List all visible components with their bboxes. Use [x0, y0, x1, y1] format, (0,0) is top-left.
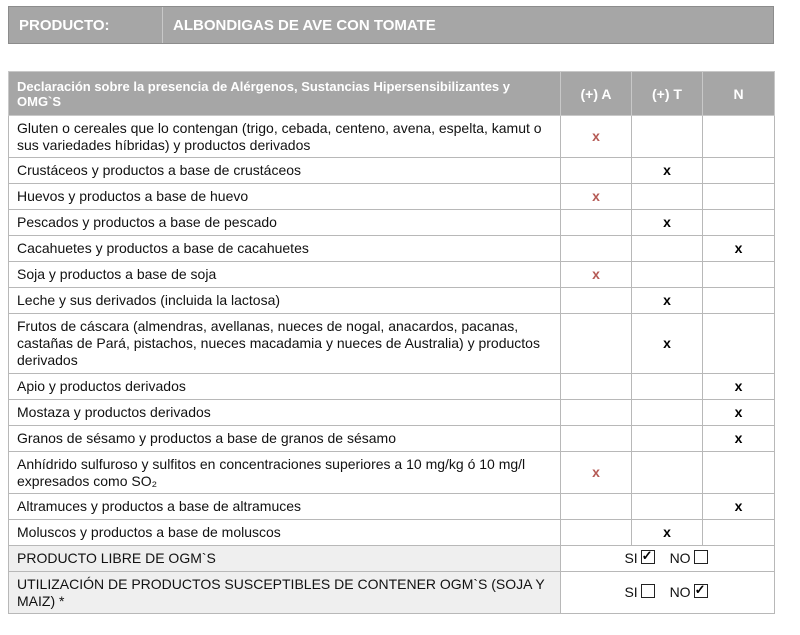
mark-n	[703, 520, 775, 546]
mark-t	[632, 262, 703, 288]
table-header-row	[9, 72, 775, 116]
no-checkbox[interactable]	[694, 584, 708, 598]
mark-t: x	[632, 210, 703, 236]
table-row	[9, 236, 775, 262]
table-row	[9, 452, 775, 494]
allergen-name: Crustáceos y productos a base de crustáceos	[9, 158, 561, 184]
allergen-name: Anhídrido sulfuroso y sulfitos en concentraciones superiores a 10 mg/kg ó 10 mg/l expresados como SO₂	[9, 452, 561, 494]
allergen-name: Granos de sésamo y productos a base de granos de sésamo	[9, 426, 561, 452]
mark-n: x	[703, 494, 775, 520]
mark-a	[561, 288, 632, 314]
column-header-a: (+) A	[561, 72, 632, 116]
mark-a	[561, 374, 632, 400]
table-row	[9, 210, 775, 236]
allergen-name: Leche y sus derivados (incluida la lactosa)	[9, 288, 561, 314]
allergen-name: Moluscos y productos a base de moluscos	[9, 520, 561, 546]
mark-t	[632, 452, 703, 494]
ogm-question: UTILIZACIÓN DE PRODUCTOS SUSCEPTIBLES DE CONTENER OGM`S (SOJA Y MAIZ) *	[9, 572, 561, 614]
table-row	[9, 520, 775, 546]
si-checkbox[interactable]	[641, 584, 655, 598]
table-row	[9, 288, 775, 314]
mark-a	[561, 158, 632, 184]
mark-t	[632, 236, 703, 262]
allergen-name: Huevos y productos a base de huevo	[9, 184, 561, 210]
mark-n	[703, 314, 775, 374]
allergen-name: Altramuces y productos a base de altramuces	[9, 494, 561, 520]
mark-a	[561, 520, 632, 546]
no-checkbox[interactable]	[694, 550, 708, 564]
product-label: PRODUCTO:	[9, 7, 163, 43]
mark-t: x	[632, 520, 703, 546]
mark-t: x	[632, 288, 703, 314]
mark-t: x	[632, 314, 703, 374]
mark-n	[703, 262, 775, 288]
allergen-table	[8, 71, 775, 614]
mark-t: x	[632, 158, 703, 184]
allergen-name: Pescados y productos a base de pescado	[9, 210, 561, 236]
mark-t	[632, 426, 703, 452]
table-row	[9, 400, 775, 426]
mark-a: x	[561, 184, 632, 210]
ogm-row	[9, 572, 775, 614]
mark-t	[632, 400, 703, 426]
column-header-t: (+) T	[632, 72, 703, 116]
product-name: ALBONDIGAS DE AVE CON TOMATE	[173, 16, 436, 34]
ogm-question: PRODUCTO LIBRE DE OGM`S	[9, 546, 561, 572]
mark-n	[703, 116, 775, 158]
mark-a: x	[561, 452, 632, 494]
mark-a	[561, 314, 632, 374]
mark-n	[703, 288, 775, 314]
product-header	[8, 6, 774, 44]
allergen-name: Mostaza y productos derivados	[9, 400, 561, 426]
table-header-title: Declaración sobre la presencia de Alérgenos, Sustancias Hipersensibilizantes y OMG`S	[9, 72, 561, 116]
table-row	[9, 426, 775, 452]
mark-n	[703, 158, 775, 184]
si-checkbox[interactable]	[641, 550, 655, 564]
no-label: NO	[669, 584, 691, 600]
mark-n: x	[703, 400, 775, 426]
column-header-n: N	[703, 72, 775, 116]
si-label: SI	[624, 550, 638, 566]
allergen-name: Gluten o cereales que lo contengan (trigo, cebada, centeno, avena, espelta, kamut o sus variedades híbridas) y productos derivados	[9, 116, 561, 158]
ogm-row	[9, 546, 775, 572]
mark-n: x	[703, 236, 775, 262]
table-row	[9, 494, 775, 520]
table-row	[9, 314, 775, 374]
mark-a	[561, 494, 632, 520]
mark-a	[561, 236, 632, 262]
table-row	[9, 184, 775, 210]
mark-a: x	[561, 262, 632, 288]
allergen-name: Apio y productos derivados	[9, 374, 561, 400]
mark-t	[632, 184, 703, 210]
mark-t	[632, 494, 703, 520]
mark-n	[703, 452, 775, 494]
table-row	[9, 374, 775, 400]
mark-n	[703, 184, 775, 210]
mark-a	[561, 426, 632, 452]
ogm-options	[561, 546, 775, 572]
mark-a	[561, 210, 632, 236]
mark-n: x	[703, 374, 775, 400]
table-row	[9, 158, 775, 184]
si-label: SI	[624, 584, 638, 600]
mark-a	[561, 400, 632, 426]
mark-a: x	[561, 116, 632, 158]
table-row	[9, 116, 775, 158]
allergen-name: Cacahuetes y productos a base de cacahuetes	[9, 236, 561, 262]
allergen-name: Frutos de cáscara (almendras, avellanas, nueces de nogal, anacardos, pacanas, castañas de Pará, pistachos, nueces macadamia y nueces de Australia) y productos derivados	[9, 314, 561, 374]
mark-t	[632, 116, 703, 158]
allergen-name: Soja y productos a base de soja	[9, 262, 561, 288]
ogm-options	[561, 572, 775, 614]
mark-n	[703, 210, 775, 236]
table-row	[9, 262, 775, 288]
mark-n: x	[703, 426, 775, 452]
mark-t	[632, 374, 703, 400]
no-label: NO	[669, 550, 691, 566]
